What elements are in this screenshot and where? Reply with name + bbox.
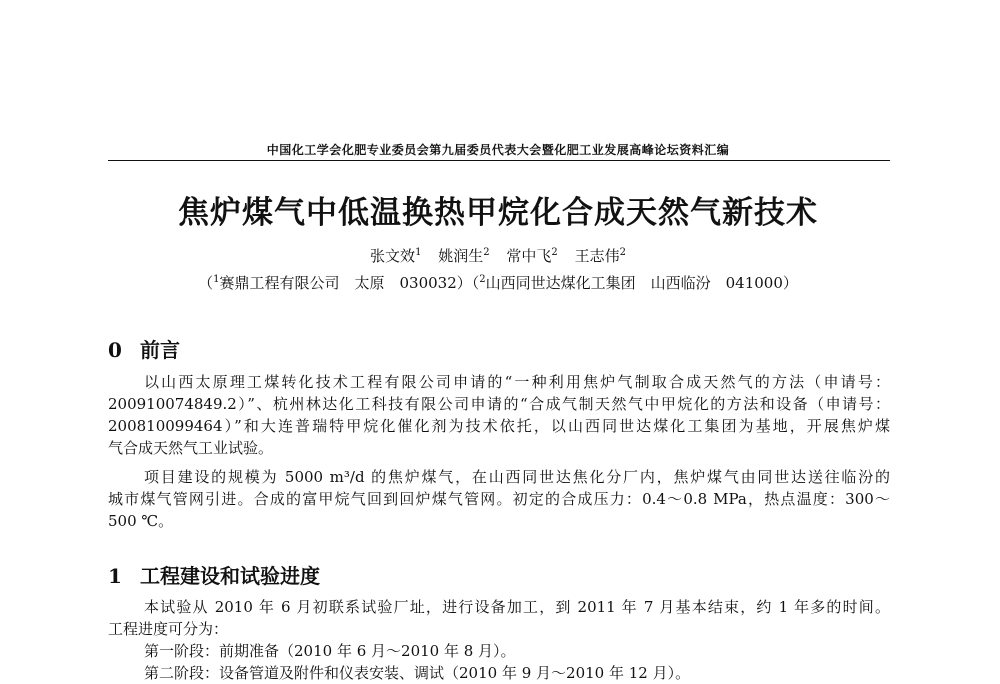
author-list bbox=[108, 245, 888, 266]
text-line: 本试验从 2010 年 6 月初联系试验厂址，进行设备加工，到 2011 年 7 月基本结束，约 1 年多的时间。 bbox=[144, 598, 890, 616]
section-number: 0 bbox=[108, 338, 122, 362]
running-head: 中国化工学会化肥专业委员会第九届委员代表大会暨化肥工业发展高峰论坛资料汇编 bbox=[266, 143, 730, 157]
section-title: 前言 bbox=[140, 338, 180, 362]
text-line: 城市煤气管网引进。合成的富甲烷气回到回炉煤气管网。初定的合成压力：0.4～0.8 MPa，热点温度：300～ bbox=[108, 490, 890, 508]
section-number: 1 bbox=[108, 564, 122, 588]
text-line: 200910074849.2）”、杭州林达化工科技有限公司申请的“合成气制天然气中甲烷化的方法和设备（申请号： bbox=[108, 395, 890, 413]
preface-paragraph-1 bbox=[108, 371, 890, 459]
section-title: 工程建设和试验进度 bbox=[140, 564, 320, 588]
text-line: 工程进度可分为： bbox=[108, 620, 229, 638]
preface-paragraph-2 bbox=[108, 466, 890, 532]
section-heading-progress bbox=[108, 560, 320, 589]
text-line: 项目建设的规模为 5000 m³/d 的焦炉煤气，在山西同世达焦化分厂内，焦炉煤气由同世达送往临汾的 bbox=[144, 468, 890, 486]
author: 张文效$^1$ bbox=[370, 247, 422, 265]
section-heading-preface bbox=[108, 334, 180, 363]
text-line: 气合成天然气工业试验。 bbox=[108, 439, 274, 457]
text-line: 500 ℃。 bbox=[108, 512, 174, 530]
stage-2: 第二阶段：设备管道及附件和仪表安装、调试（2010 年 9 月～2010 年 12 月）。 bbox=[144, 664, 691, 682]
paper-title: 焦炉煤气中低温换热甲烷化合成天然气新技术 bbox=[178, 195, 818, 231]
stage-1: 第一阶段：前期准备（2010 年 6 月～2010 年 8 月）。 bbox=[144, 642, 516, 660]
author: 常中飞$^2$ bbox=[506, 247, 558, 265]
author: 王志伟$^2$ bbox=[574, 247, 626, 265]
affiliations: （$^1$赛鼎工程有限公司 太原 030032）（$^2$山西同世达煤化工集团 山西临汾 041000） bbox=[198, 274, 798, 292]
author: 姚润生$^2$ bbox=[438, 247, 490, 265]
text-line: 以山西太原理工煤转化技术工程有限公司申请的“一种利用焦炉气制取合成天然气的方法（申请号： bbox=[144, 373, 890, 391]
progress-paragraph bbox=[108, 596, 890, 684]
header-rule bbox=[108, 160, 890, 161]
text-line: 200810099464）”和大连普瑞特甲烷化催化剂为技术依托，以山西同世达煤化工集团为基地，开展焦炉煤 bbox=[108, 417, 890, 435]
